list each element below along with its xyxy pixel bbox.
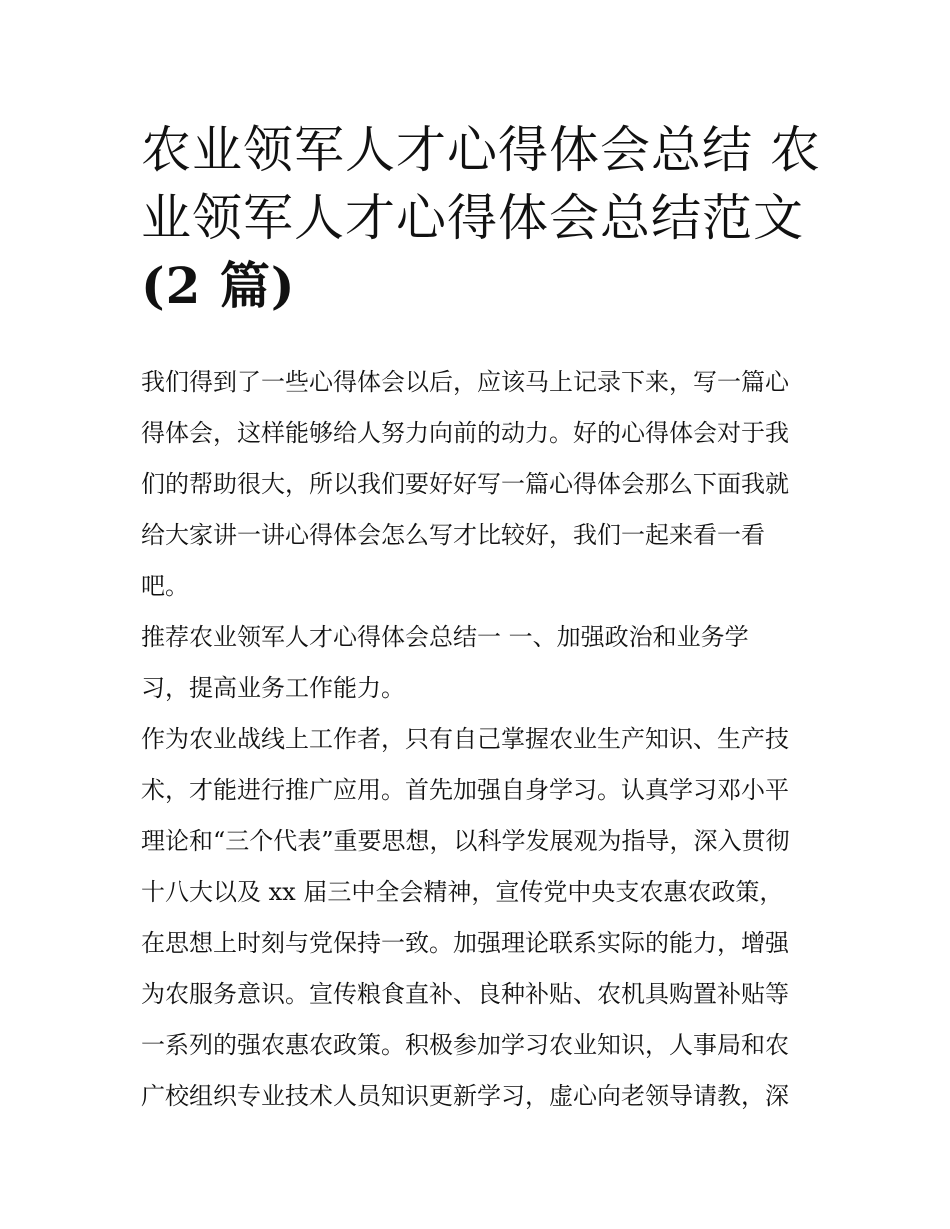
text-line: 广校组织专业技术人员知识更新学习，虚心向老领导请教，深 [141,1082,789,1110]
intro-paragraph [141,357,821,612]
text-line: 我们得到了一些心得体会以后，应该马上记录下来，写一篇心 [141,368,789,396]
text-line: 一系列的强农惠农政策。积极参加学习农业知识，人事局和农 [141,1031,789,1059]
document-title [141,116,821,320]
text-line: 十八大以及 xx 届三中全会精神，宣传党中央支农惠农政策， [141,878,784,906]
title-line: 业领军人才心得体会总结范文 [141,189,804,247]
text-line: 术，才能进行推广应用。首先加强自身学习。认真学习邓小平 [141,776,789,804]
text-line: 们的帮助很大，所以我们要好好写一篇心得体会那么下面我就 [141,470,789,498]
text-line: 得体会，这样能够给人努力向前的动力。好的心得体会对于我 [141,419,789,447]
text-line: 推荐农业领军人才心得体会总结一 一、加强政治和业务学 [141,623,749,651]
body-paragraph [141,714,821,1122]
text-line: 在思想上时刻与党保持一致。加强理论联系实际的能力，增强 [141,929,789,957]
text-line: 吧。 [141,572,189,600]
section-heading-paragraph [141,612,821,714]
title-line: (2 篇) [141,256,296,315]
title-line: 农业领军人才心得体会总结 农 [141,121,821,179]
document-body [141,357,821,1122]
text-line: 为农服务意识。宣传粮食直补、良种补贴、农机具购置补贴等 [141,980,789,1008]
text-line: 作为农业战线上工作者，只有自己掌握农业生产知识、生产技 [141,725,789,753]
text-line: 习，提高业务工作能力。 [141,674,405,702]
text-line: 给大家讲一讲心得体会怎么写才比较好，我们一起来看一看 [141,521,765,549]
text-line: 理论和“三个代表”重要思想，以科学发展观为指导，深入贯彻 [141,827,790,855]
